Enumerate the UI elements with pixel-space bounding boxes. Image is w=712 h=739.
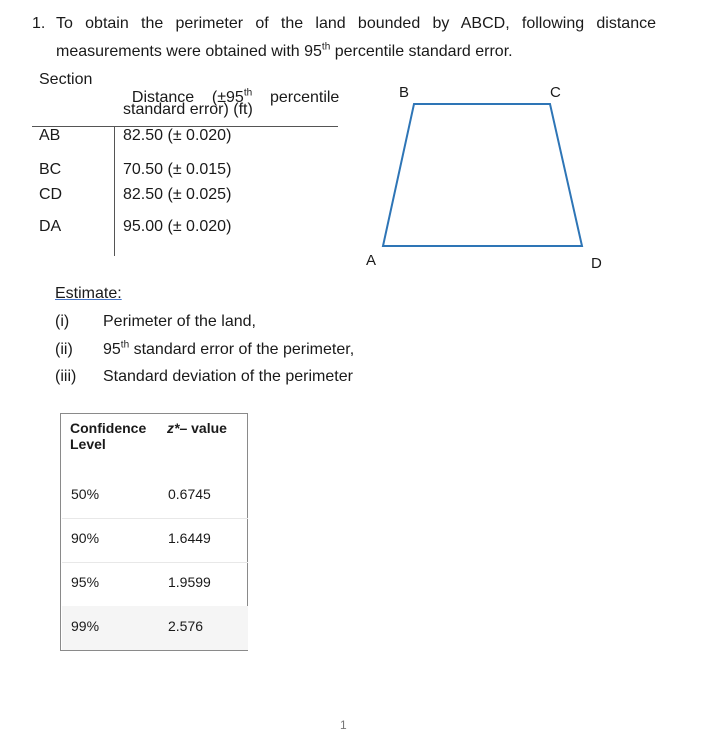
table-row-distance: 82.50 (± 0.020) [123, 127, 232, 144]
estimate-item-text: Perimeter of the land, [103, 313, 256, 330]
estimate-item-2a: 95 [103, 341, 121, 358]
z-value: 2.576 [168, 618, 204, 634]
confidence-table [60, 413, 248, 651]
question-text-2b: percentile standard error. [330, 43, 513, 60]
vertex-label-a: A [366, 252, 377, 269]
table-row-section: AB [39, 127, 61, 144]
land-diagram [0, 0, 712, 300]
estimate-item-text: Standard deviation of the perimeter [103, 368, 353, 385]
question-text-1: To obtain the perimeter of the land bounded by ABCD, following distance [56, 15, 656, 32]
z-value: 0.6745 [168, 486, 211, 502]
table-row [62, 474, 248, 518]
estimate-item-number: (iii) [55, 368, 77, 385]
confidence-level: 90% [71, 530, 100, 546]
estimate-item-2b: standard error of the perimeter, [129, 341, 355, 358]
col-header-section: Section [39, 71, 93, 88]
header-confidence: Confidence [70, 420, 147, 436]
question-text-2a: measurements were obtained with 95 [56, 43, 322, 60]
question-sup: th [321, 41, 331, 53]
question-number: 1. [32, 15, 46, 32]
vertex-label-d: D [591, 255, 602, 272]
z-value: 1.9599 [168, 574, 211, 590]
confidence-level: 95% [71, 574, 100, 590]
z-value: 1.6449 [168, 530, 211, 546]
vertex-label-c: C [550, 84, 561, 101]
estimate-item-number: (ii) [55, 341, 73, 358]
col-header-distance-line2: standard error) (ft) [123, 101, 253, 118]
header-z-value [167, 420, 227, 436]
table-row [62, 518, 248, 562]
table-row-section: CD [39, 186, 63, 203]
estimate-item-number: (i) [55, 313, 70, 330]
confidence-level: 50% [71, 486, 100, 502]
estimate-heading: Estimate: [55, 285, 122, 302]
col-header-sup: th [243, 87, 253, 99]
table-row-section: BC [39, 161, 62, 178]
page-number: 1 [340, 718, 347, 732]
col-header-distance-a: Distance (±95 [131, 89, 244, 106]
confidence-level: 99% [71, 618, 100, 634]
col-header-distance-b: percentile [252, 89, 340, 106]
header-level: Level [70, 436, 106, 452]
table-row-distance: 95.00 (± 0.020) [123, 218, 232, 235]
table-row [62, 606, 248, 650]
table-row [62, 562, 248, 606]
header-confidence-level [70, 420, 146, 452]
estimate-item-sup: th [120, 339, 130, 351]
vertex-label-b: B [399, 84, 410, 101]
header-z-symbol: z* [167, 420, 180, 436]
table-row-section: DA [39, 218, 62, 235]
land-boundary [383, 104, 582, 246]
table-row-distance: 70.50 (± 0.015) [123, 161, 232, 178]
estimate-item-text [103, 341, 354, 359]
header-z-text: – value [179, 420, 227, 436]
table-row-distance: 82.50 (± 0.025) [123, 186, 232, 203]
